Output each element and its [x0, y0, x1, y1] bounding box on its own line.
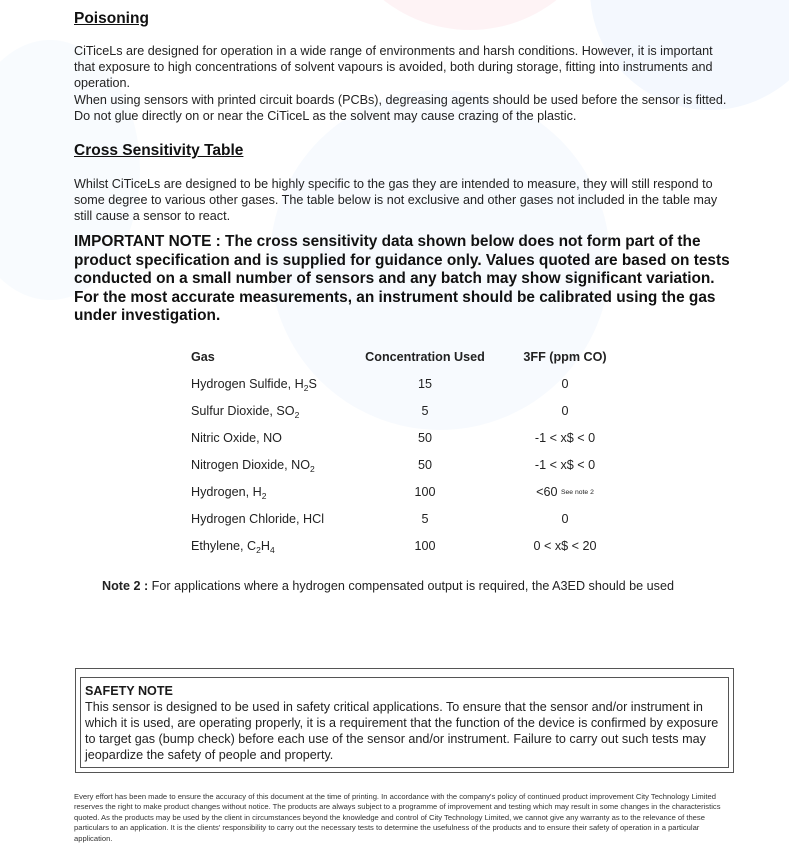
gas-subscript: 2 — [256, 545, 261, 555]
safety-note-title: SAFETY NOTE — [85, 684, 173, 698]
gas-text: Hydrogen Chloride, HCl — [191, 512, 324, 526]
table-row — [0, 458, 789, 478]
gas-text: S — [308, 377, 317, 391]
gas-text: Ethylene, C — [191, 539, 257, 553]
table-row — [0, 485, 789, 505]
response-value: -1 < x$ < 0 — [534, 431, 596, 445]
gas-text: Sulfur Dioxide, SO — [191, 404, 295, 418]
response-cell — [500, 539, 630, 553]
gas-cell — [191, 539, 275, 555]
response-value: -1 < x$ < 0 — [534, 458, 596, 472]
note-2-text: For applications where a hydrogen compensated output is required, the A3ED should be used — [148, 579, 674, 593]
safety-note-box — [75, 668, 734, 773]
gas-subscript: 2 — [303, 383, 309, 393]
gas-cell — [191, 404, 299, 420]
response-cell — [500, 512, 630, 526]
concentration-cell: 50 — [417, 458, 432, 472]
gas-cell — [191, 431, 282, 445]
table-row — [0, 539, 789, 559]
response-cell — [500, 377, 630, 391]
gas-cell — [191, 377, 317, 393]
concentration-cell: 50 — [417, 431, 432, 445]
gas-text: Nitrogen Dioxide, NO — [191, 458, 310, 472]
important-note: IMPORTANT NOTE : The cross sensitivity data shown below does not form part of the product specification and is supplied for guidance only. Values quoted are based on tests conducted on a small number of sensors and any batch may show significant variation. For the most accurate measurements, an instrument should be calibrated using the gas under investigation. — [74, 233, 730, 324]
gas-text: Hydrogen, H — [191, 485, 262, 499]
gas-text: H — [260, 539, 270, 553]
table-row — [0, 404, 789, 424]
concentration-cell: 15 — [417, 377, 432, 391]
disclaimer-text: Every effort has been made to ensure the accuracy of this document at the time of printing. In accordance with the company's policy of continued product improvement City Technology Limited reserves the right to make product changes without notice. The products are always subject to a programme of improvement and testing which may result in some changes in the characteristics quoted. As the products may be used by the client in circumstances beyond the knowledge and control of City Technology Limited, we cannot give any warranty as to the relevance of these particulars to an application. It is the clients' responsibility to carry out the necessary tests to determine the usefulness of the products and to ensure their safety of operation in a particular application. — [74, 792, 721, 843]
poisoning-paragraph-2: When using sensors with printed circuit boards (PCBs), degreasing agents should be used before the sensor is fitted. Do not glue directly on or near the CiTiceL as the solvent may cause crazing of the plastic. — [74, 93, 727, 123]
gas-subscript: 2 — [261, 491, 267, 501]
header-response: 3FF (ppm CO) — [523, 350, 607, 364]
gas-cell — [191, 512, 324, 526]
safety-note-inner — [80, 677, 729, 768]
response-cell — [500, 404, 630, 418]
response-value: 0 — [561, 404, 569, 418]
response-cell — [500, 458, 630, 472]
note-2 — [102, 579, 674, 593]
concentration-cell: 100 — [414, 485, 436, 499]
concentration-cell: 100 — [414, 539, 436, 553]
gas-subscript: 4 — [269, 545, 275, 555]
header-gas: Gas — [191, 350, 215, 364]
table-header-row — [0, 350, 789, 370]
response-value: 0 — [561, 377, 569, 391]
poisoning-paragraph-1: CiTiceLs are designed for operation in a wide range of environments and harsh conditions. However, it is important that exposure to high concentrations of solvent vapours is avoided, both during storage, fitting into instruments and operation. — [74, 44, 713, 90]
gas-text: Nitric Oxide, NO — [191, 431, 282, 445]
gas-cell — [191, 485, 266, 501]
gas-subscript: 2 — [310, 464, 315, 474]
note-2-label: Note 2 : — [102, 579, 149, 593]
header-concentration: Concentration Used — [365, 350, 485, 364]
response-value: <60 — [536, 485, 558, 499]
watermark-shape — [330, 0, 610, 30]
concentration-cell: 5 — [421, 404, 429, 418]
table-row — [0, 377, 789, 397]
response-cell — [500, 485, 630, 499]
gas-text: Hydrogen Sulfide, H — [191, 377, 304, 391]
see-note-reference: See note 2 — [560, 489, 594, 496]
table-row — [0, 512, 789, 532]
response-value: 0 < x$ < 20 — [533, 539, 597, 553]
gas-cell — [191, 458, 315, 474]
response-value: 0 — [561, 512, 569, 526]
gas-subscript: 2 — [294, 410, 300, 420]
cross-sensitivity-intro: Whilst CiTiceLs are designed to be highly specific to the gas they are intended to measure, they will still respond to some degree to various other gases. The table below is not exclusive and other gases not included in the table may still cause a sensor to react. — [74, 177, 718, 223]
table-row — [0, 431, 789, 451]
safety-note-body: This sensor is designed to be used in safety critical applications. To ensure that the sensor and/or instrument in which it is used, are operating properly, it is a requirement that the function of the device is confirmed by exposure to target gas (bump check) before each use of the sensor and/or instrument. Failure to carry out such tests may jeopardize the safety of people and property. — [85, 700, 719, 762]
poisoning-heading: Poisoning — [74, 10, 149, 27]
response-cell — [500, 431, 630, 445]
cross-sensitivity-heading: Cross Sensitivity Table — [74, 142, 244, 159]
concentration-cell: 5 — [421, 512, 429, 526]
